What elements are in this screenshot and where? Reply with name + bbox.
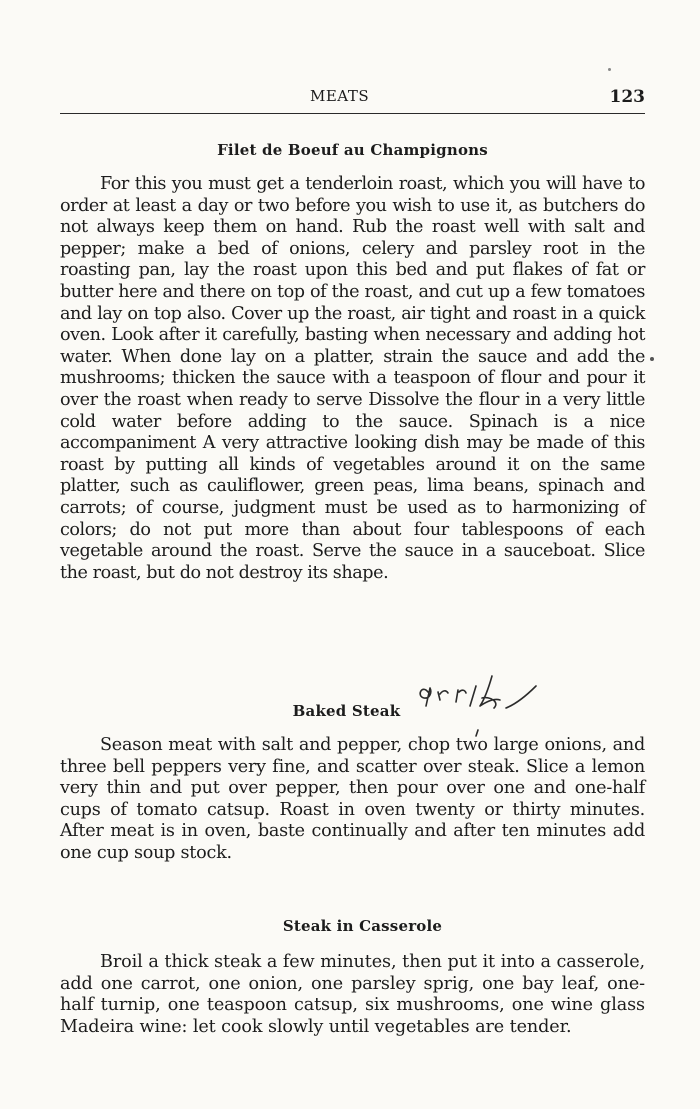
paper-speck (608, 68, 611, 71)
running-head (60, 87, 645, 113)
recipe-title-filet-de-boeuf: Filet de Boeuf au Champignons (217, 141, 488, 159)
handwritten-note (410, 662, 550, 742)
header-rule (60, 113, 645, 114)
recipe-title-steak-in-casserole: Steak in Casserole (282, 917, 443, 935)
section-title: MEATS (310, 87, 370, 105)
recipe-title-baked-steak: Baked Steak (292, 702, 401, 720)
book-page (60, 0, 645, 1109)
ink-mark (650, 357, 654, 361)
recipe-body-baked-steak: Season meat with salt and pepper, chop two large onions, and three bell peppers very fine, and scatter over steak. Slice a lemon very thin and put over pepper, then pour over one and one-half cups of tomato catsup. Roast in oven twenty or thirty minutes. After meat is in oven, baste continually and after ten minutes add one cup soup stock. (60, 735, 645, 863)
recipe-body-steak-in-casserole: Broil a thick steak a few minutes, then put it into a casserole, add one carrot, one onion, one parsley sprig, one bay leaf, one-half turnip, one teaspoon catsup, six mushrooms, one wine glass Madeira wine: let cook slowly until vegetables are tender. (60, 952, 645, 1037)
recipe-body-filet-de-boeuf: For this you must get a tenderloin roast, which you will have to order at least a day or two before you wish to use it, as butchers do not always keep them on hand. Rub the roast well with salt and pepper; make a bed of onions, celery and parsley root in the roasting pan, lay the roast upon this bed and put flakes of fat or butter here and there on top of the roast, and cut up a few tomatoes and lay on top also. Cover up the roast, air tight and roast in a quick oven. Look after it carefully, basting when necessary and adding hot water. When done lay on a platter, strain the sauce and add the mushrooms; thicken the sauce with a teaspoon of flour and pour it over the roast when ready to serve Dissolve the flour in a very little cold water before adding to the sauce. Spinach is a nice accompaniment A very attractive looking dish may be made of this roast by putting all kinds of vegetables around it on the same platter, such as cauliflower, green peas, lima beans, spinach and carrots; of course, judgment must be used as to harmonizing of colors; do not put more than about four tablespoons of each vegetable around the roast. Serve the sauce in a sauceboat. Slice the roast, but do not destroy its shape. (60, 174, 645, 583)
page-number: 123 (609, 87, 645, 107)
